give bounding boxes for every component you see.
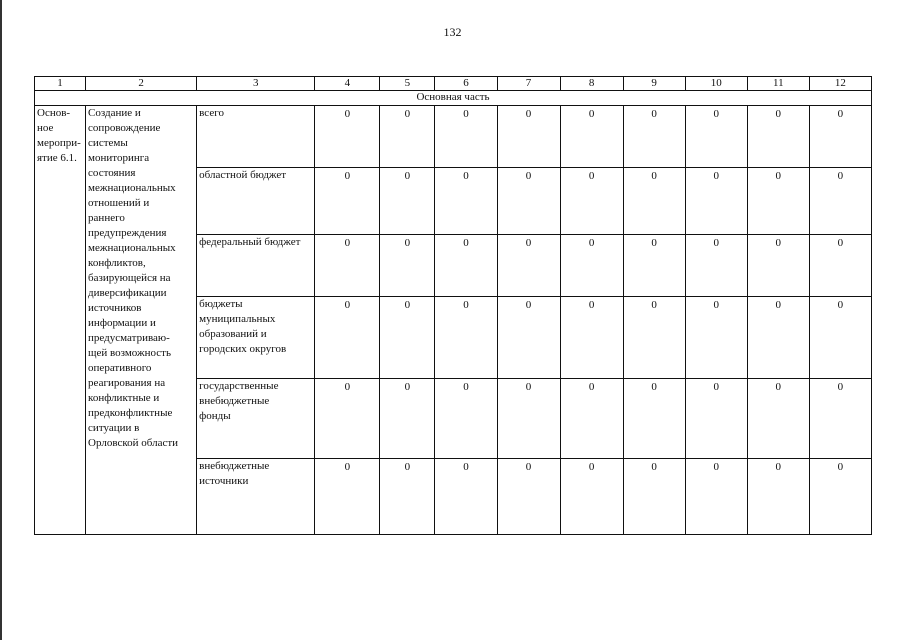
value-cell: 0	[315, 379, 380, 459]
funding-source-line: бюджеты	[199, 298, 243, 310]
value-cell: 0	[685, 235, 747, 297]
activity-description-line: конфликтов,	[88, 257, 146, 269]
activity-description-line: раннего	[88, 212, 125, 224]
funding-source-line: всего	[199, 107, 224, 119]
header-col-10: 10	[685, 77, 747, 91]
value-cell: 0	[560, 106, 623, 168]
funding-source-line: внебюджетные	[199, 460, 270, 472]
value-cell: 0	[747, 459, 809, 535]
value-cell: 0	[809, 379, 871, 459]
header-col-9: 9	[623, 77, 685, 91]
value-cell: 0	[685, 168, 747, 235]
value-cell: 0	[380, 379, 435, 459]
value-cell: 0	[809, 297, 871, 379]
activity-description-line: ситуации в	[88, 422, 140, 434]
value-cell: 0	[315, 297, 380, 379]
value-cell: 0	[685, 297, 747, 379]
value-cell: 0	[435, 379, 497, 459]
value-cell: 0	[380, 297, 435, 379]
funding-source	[197, 235, 315, 297]
funding-source	[197, 459, 315, 535]
value-cell: 0	[315, 106, 380, 168]
value-cell: 0	[497, 106, 560, 168]
value-cell: 0	[380, 168, 435, 235]
activity-description-line: предусматриваю-	[88, 332, 170, 344]
header-col-11: 11	[747, 77, 809, 91]
activity-code-line: Основ-	[37, 107, 71, 119]
value-cell: 0	[623, 106, 685, 168]
section-row	[35, 91, 872, 106]
funding-source-line: муниципальных	[199, 313, 276, 325]
activity-description-line: предконфликтные	[88, 407, 173, 419]
funding-source-line: государственные	[199, 380, 279, 392]
activity-description-line: источников	[88, 302, 142, 314]
header-col-3: 3	[197, 77, 315, 91]
value-cell: 0	[809, 235, 871, 297]
activity-description-line: Орловской области	[88, 437, 179, 449]
activity-description-line: межнациональных	[88, 242, 176, 254]
value-cell: 0	[685, 106, 747, 168]
activity-description-line: межнациональных	[88, 182, 176, 194]
value-cell: 0	[315, 459, 380, 535]
value-cell: 0	[435, 168, 497, 235]
value-cell: 0	[623, 168, 685, 235]
header-col-5: 5	[380, 77, 435, 91]
activity-description-line: Создание и	[88, 107, 141, 119]
value-cell: 0	[435, 235, 497, 297]
header-col-2: 2	[86, 77, 197, 91]
value-cell: 0	[685, 379, 747, 459]
funding-source-line: образований и	[199, 328, 267, 340]
page-left-edge	[0, 0, 2, 640]
funding-source-line: федеральный бюджет	[199, 236, 301, 248]
section-title: Основная часть	[35, 91, 872, 106]
value-cell: 0	[380, 235, 435, 297]
value-cell: 0	[315, 168, 380, 235]
page-number: 132	[443, 25, 462, 39]
value-cell: 0	[685, 459, 747, 535]
funding-source-line: фонды	[199, 410, 231, 422]
funding-source	[197, 379, 315, 459]
value-cell: 0	[809, 168, 871, 235]
value-cell: 0	[435, 297, 497, 379]
value-cell: 0	[560, 459, 623, 535]
activity-code-line: меропри-	[37, 137, 81, 149]
value-cell: 0	[560, 379, 623, 459]
value-cell: 0	[623, 297, 685, 379]
funding-source-line: областной бюджет	[199, 169, 287, 181]
value-cell: 0	[623, 235, 685, 297]
activity-description-line: щей возможность	[88, 347, 171, 359]
activity-description-line: конфликтные и	[88, 392, 160, 404]
header-col-7: 7	[497, 77, 560, 91]
value-cell: 0	[380, 106, 435, 168]
activity-code-line: ное	[37, 122, 54, 134]
table-row	[35, 106, 872, 168]
value-cell: 0	[747, 168, 809, 235]
value-cell: 0	[747, 106, 809, 168]
activity-description	[86, 106, 197, 535]
value-cell: 0	[497, 297, 560, 379]
activity-code-line: ятие 6.1.	[37, 152, 77, 164]
activity-description-line: базирующейся на	[88, 272, 171, 284]
activity-description-line: системы	[88, 137, 128, 149]
activity-description-line: диверсификации	[88, 287, 167, 299]
funding-table	[34, 76, 872, 535]
activity-description-line: мониторинга	[88, 152, 150, 164]
header-col-6: 6	[435, 77, 497, 91]
value-cell: 0	[560, 168, 623, 235]
funding-source-line: внебюджетные	[199, 395, 270, 407]
value-cell: 0	[560, 297, 623, 379]
funding-source	[197, 106, 315, 168]
activity-description-line: состояния	[88, 167, 136, 179]
funding-source	[197, 297, 315, 379]
funding-source	[197, 168, 315, 235]
activity-description-line: отношений и	[88, 197, 150, 209]
activity-description-line: реагирования на	[88, 377, 166, 389]
value-cell: 0	[315, 235, 380, 297]
value-cell: 0	[560, 235, 623, 297]
header-row	[35, 77, 872, 91]
value-cell: 0	[497, 168, 560, 235]
value-cell: 0	[380, 459, 435, 535]
value-cell: 0	[623, 459, 685, 535]
header-col-12: 12	[809, 77, 871, 91]
value-cell: 0	[747, 379, 809, 459]
value-cell: 0	[809, 106, 871, 168]
value-cell: 0	[623, 379, 685, 459]
value-cell: 0	[497, 459, 560, 535]
value-cell: 0	[747, 235, 809, 297]
funding-source-line: городских округов	[199, 343, 287, 355]
funding-source-line: источники	[199, 475, 249, 487]
value-cell: 0	[497, 379, 560, 459]
value-cell: 0	[809, 459, 871, 535]
value-cell: 0	[435, 106, 497, 168]
activity-description-line: предупреждения	[88, 227, 167, 239]
header-col-1: 1	[35, 77, 86, 91]
value-cell: 0	[435, 459, 497, 535]
value-cell: 0	[497, 235, 560, 297]
value-cell: 0	[747, 297, 809, 379]
activity-description-line: информации и	[88, 317, 156, 329]
header-col-8: 8	[560, 77, 623, 91]
header-col-4: 4	[315, 77, 380, 91]
activity-description-line: сопровождение	[88, 122, 161, 134]
activity-code	[35, 106, 86, 535]
activity-description-line: оперативного	[88, 362, 152, 374]
